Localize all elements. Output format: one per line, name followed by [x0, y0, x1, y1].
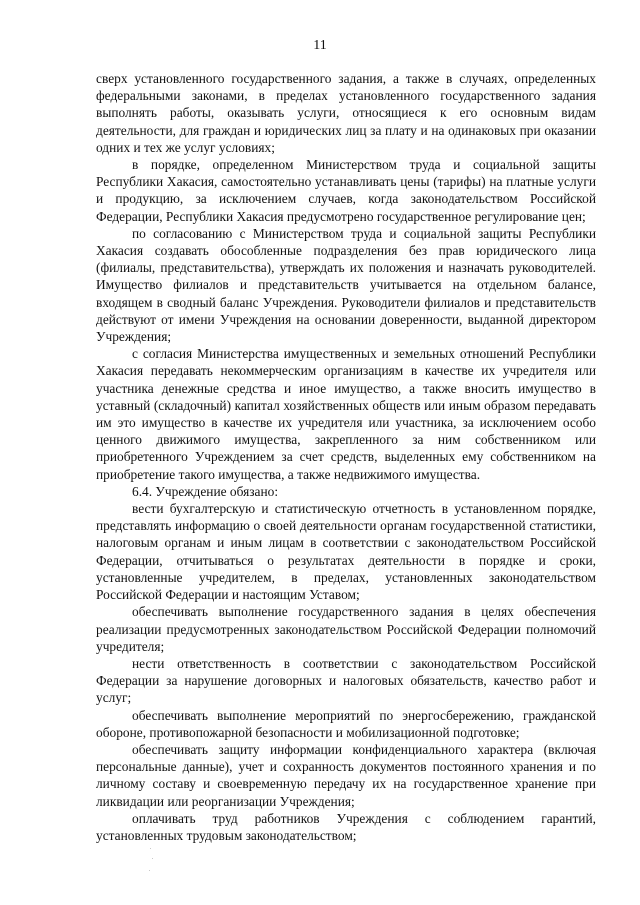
paragraph: с согласия Министерства имущественных и земельных отношений Республики Хакасия передавать некоммерческим организациям в качестве их учредителя или участника денежные средства и иное имущество, а также вносить имущество в уставный (складочный) капитал хозяйственных обществ или иным образом передавать им это имущество в качестве их учредителя или участника, за исключением особо ценного движимого имущества, закрепленного за ним собственником или приобретенного Учреждением за счет средств, выделенных ему собственником на приобретение такого имущества, а также недвижимого имущества. [96, 346, 596, 482]
paragraph: по согласованию с Министерством труда и социальной защиты Республики Хакасия создавать обособленные подразделения без прав юридического лица (филиалы, представительства), утверждать их положения и назначать руководителей. Имущество филиалов и представительств учитывается на отдельном балансе, входящем в сводный баланс Учреждения. Руководители филиалов и представительств действуют от имени Учреждения на основании доверенности, выданной директором Учреждения; [96, 225, 596, 345]
paragraph: в порядке, определенном Министерством труда и социальной защиты Республики Хакасия, самостоятельно устанавливать цены (тарифы) на платные услуги и продукцию, за исключением случаев, когда законодательством Российской Федерации, Республики Хакасия предусмотрено государственное регулирование цен; [96, 157, 596, 224]
scan-artifact [150, 848, 151, 849]
paragraph: сверх установленного государственного задания, а также в случаях, определенных федеральными законами, в пределах установленного государственного задания выполнять работы, оказывать услуги, относящиеся к его основным видам деятельности, для граждан и юридических лиц за плату и на одинаковых при оказании одних и тех же услуг условиях; [96, 71, 596, 155]
paragraph: оплачивать труд работников Учреждения с соблюдением гарантий, установленных трудовым законодательством; [96, 810, 596, 843]
paragraph: обеспечивать выполнение мероприятий по энергосбережению, гражданской обороне, противопожарной безопасности и мобилизационной подготовке; [96, 707, 596, 740]
paragraph: обеспечивать защиту информации конфиденциального характера (включая персональные данные), учет и сохранность документов постоянного хранения и по личному составу и своевременную передачу их на государственное хранение при ликвидации или реорганизации Учреждения; [96, 741, 596, 809]
section-heading: 6.4. Учреждение обязано: [132, 483, 279, 499]
page-number: 11 [313, 38, 327, 53]
document-body [96, 70, 596, 844]
scan-artifact [149, 870, 150, 871]
paragraph: вести бухгалтерскую и статистическую отчетность в установленном порядке, представлять информацию о своей деятельности органам государственной статистики, налоговым органам и иным лицам в соответствии с законодательством Российской Федерации, отчитываться о результатах деятельности в порядке и сроки, установленные учредителем, в пределах, установленных законодательством Российской Федерации и настоящим Уставом; [96, 501, 596, 603]
paragraph: обеспечивать выполнение государственного задания в целях обеспечения реализации предусмотренных законодательством Российской Федерации полномочий учредителя; [96, 604, 596, 654]
scan-artifact [152, 858, 153, 859]
paragraph: нести ответственность в соответствии с законодательством Российской Федерации за нарушение договорных и налоговых обязательств, качество работ и услуг; [96, 655, 596, 706]
